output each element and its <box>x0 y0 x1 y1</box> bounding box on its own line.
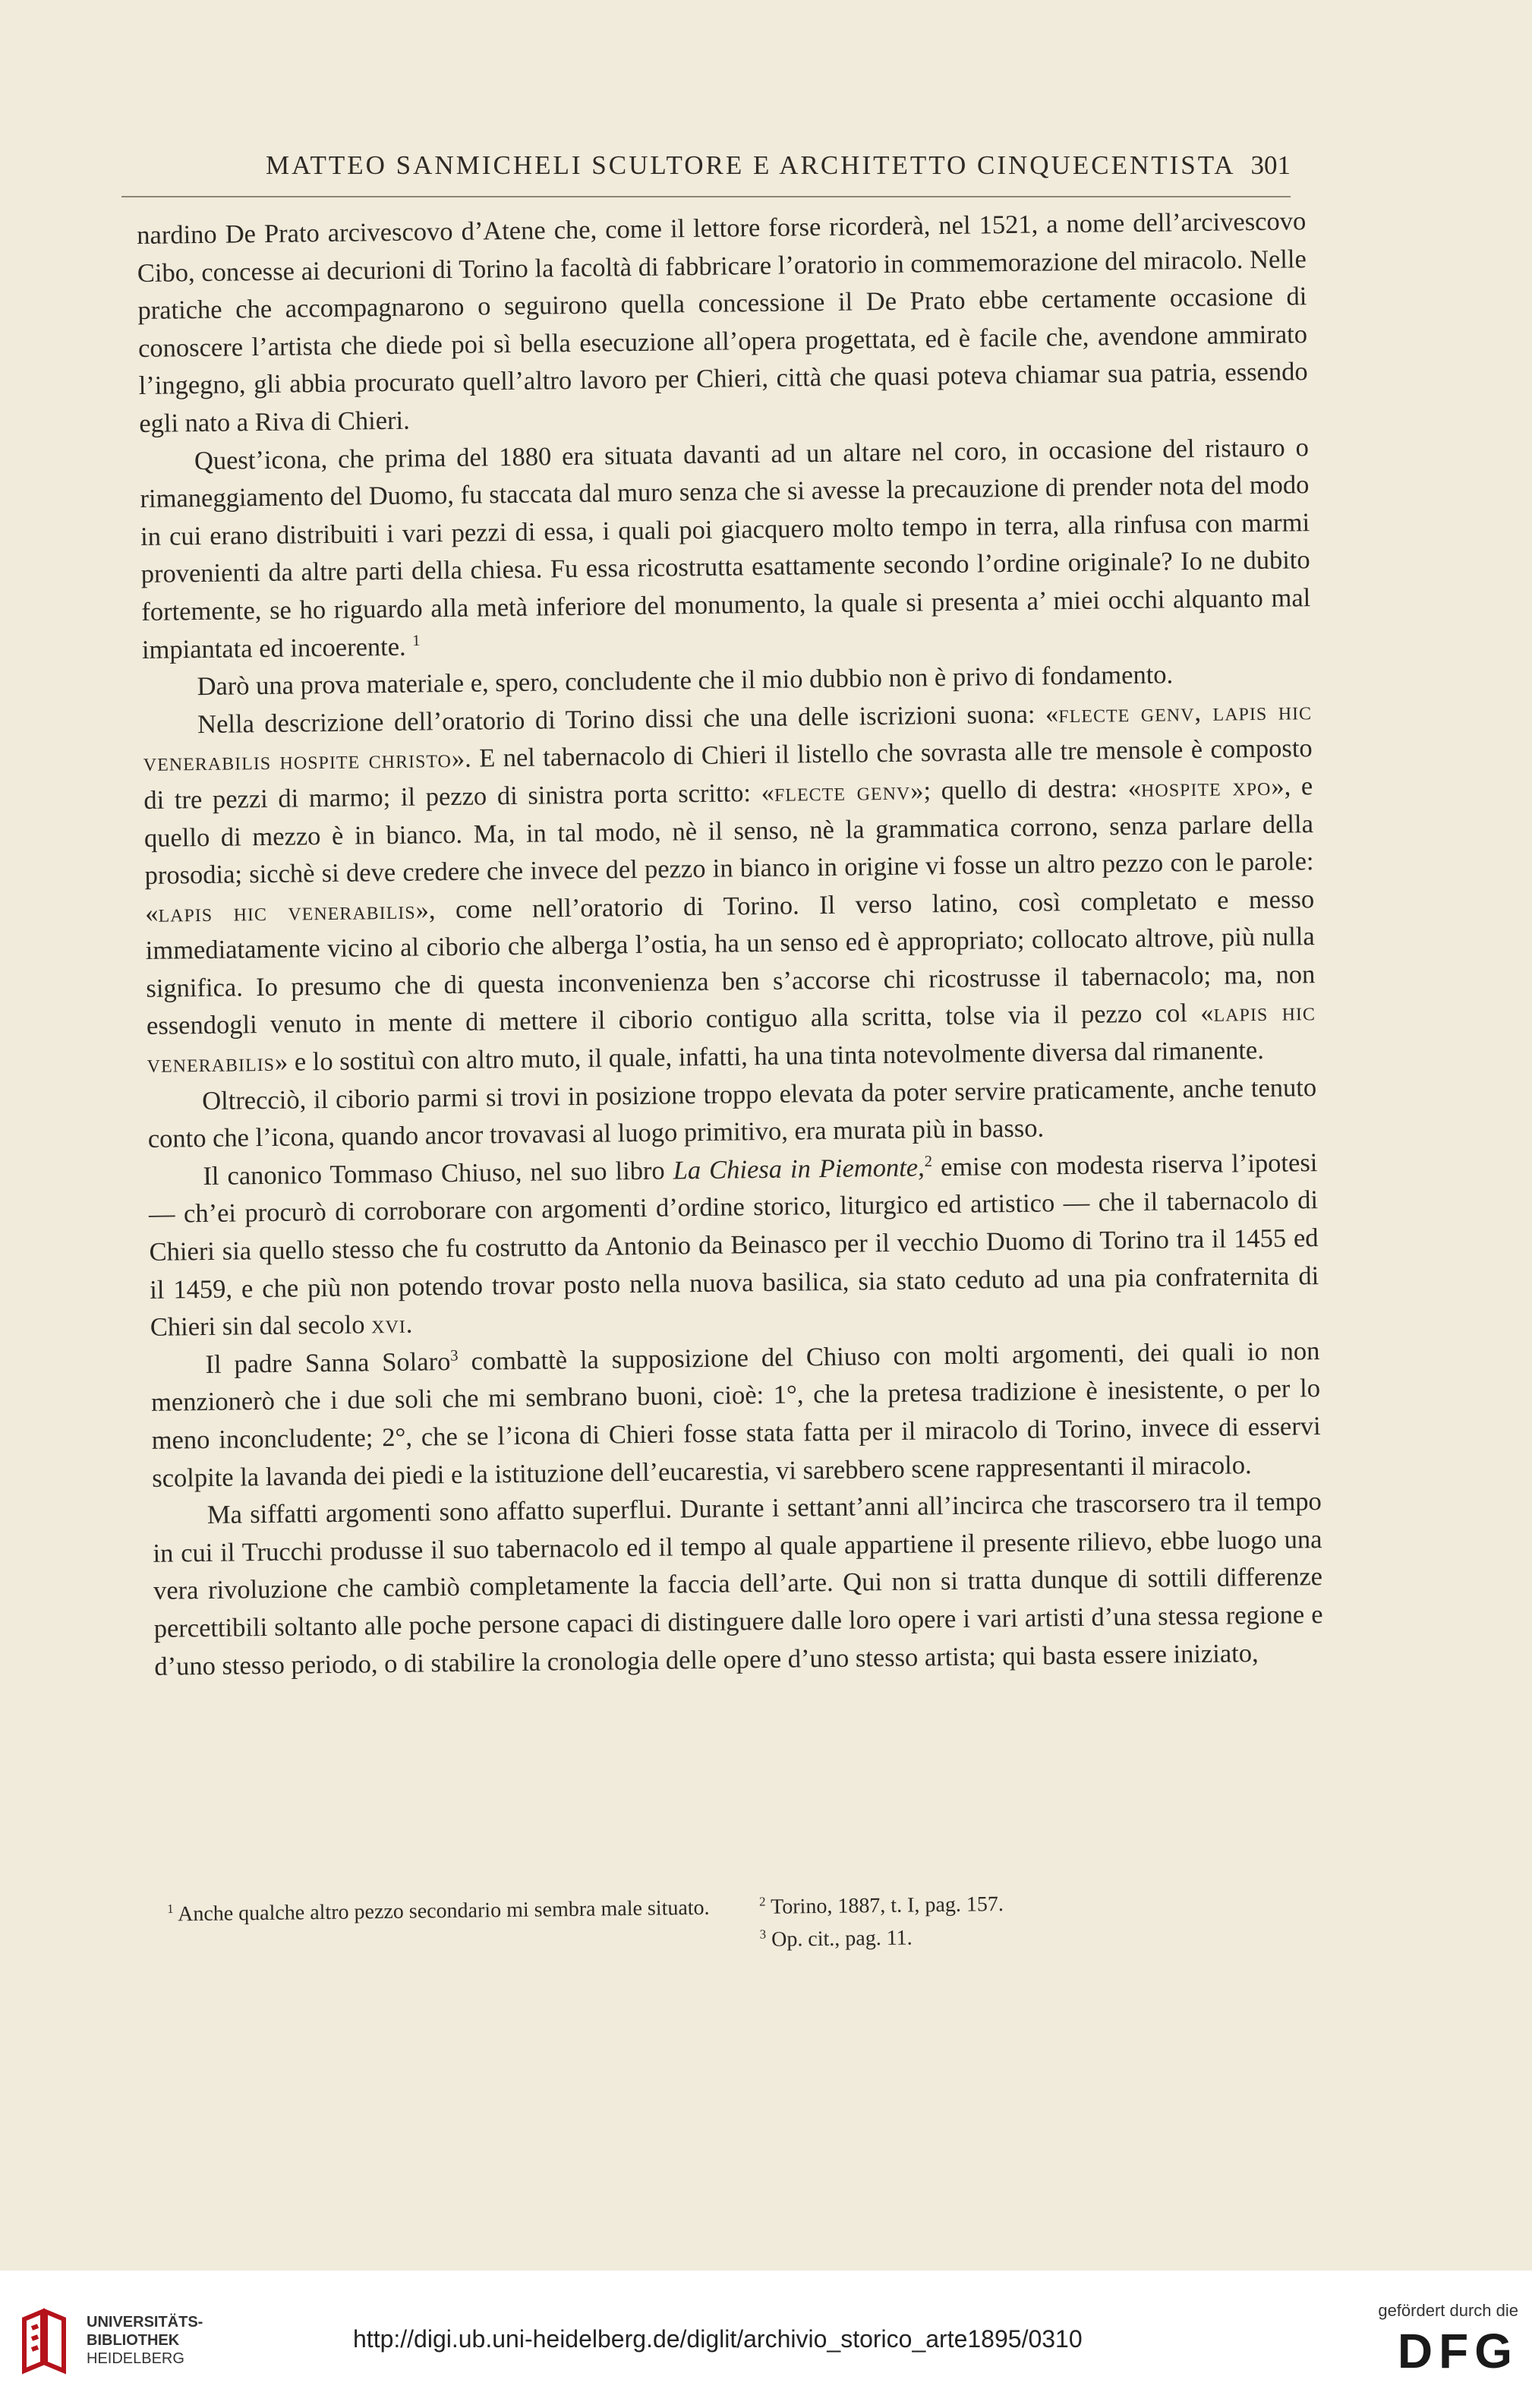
footnote-2: $^2$ Torino, 1887, t. I, pag. 157. <box>758 1892 1004 1919</box>
paragraph-1: nardino De Prato arcivescovo d’Atene che, come il lettore forse ricorderà, nel 1521, a nome dell’arcivescovo Cibo, concesse ai decurioni di Torino la facoltà di fabbricare l’oratorio in commemorazione del miracolo. Nelle pratiche che accompagnarono o seguirono quella concessione il De Prato ebbe certamente occasione di conoscere l’artista che diede poi sì bella esecuzione all’opera progettata, ed è facile che, avendone ammirato l’ingegno, gli abbia procurato quell’altro lavoro per Chieri, città che quasi poteva chiamar sua patria, essendo egli nato a Riva di Chieri. <box>137 207 1308 438</box>
footnotes-left-column <box>137 1892 714 1931</box>
footnote-ref-2: 2 <box>924 1153 933 1170</box>
library-name: UNIVERSITÄTS- BIBLIOTHEK HEIDELBERG <box>87 2314 203 2367</box>
funding-label: gefördert durch die <box>1378 2301 1518 2320</box>
footnotes-right-column <box>759 1884 1307 1956</box>
funding-notice <box>1351 2301 1518 2392</box>
library-logo-icon <box>17 2305 71 2375</box>
body-text <box>137 203 1324 1686</box>
library-logo[interactable] <box>17 2302 222 2378</box>
footnote-ref-1: 1 <box>412 632 421 649</box>
paragraph-5: Oltrecciò, il ciborio parmi si trovi in posizione troppo elevata da poter servire praticamente, anche tenuto conto che l’icona, quando ancor trovavasi al luogo primitivo, era murata più in basso. <box>147 1072 1317 1154</box>
running-title: MATTEO SANMICHELI SCULTORE E ARCHITETTO CINQUECENTISTA <box>266 150 1236 180</box>
paragraph-4: Nella descrizione dell’oratorio di Torino dissi che una delle iscrizioni suona: «flecte genv, lapis hic venerabilis hospite christo». E nel tabernacolo di Chieri il listello che sovrasta alle tre mensole è composto di tre pezzi di marmo; il pezzo di sinistra porta scritto: «flecte genv»; quello di destra: «hospite xpo», e quello di mezzo è in bianco. Ma, in tal modo, nè il senso, nè la grammatica corrono, senza parlare della prosodia; sicchè si deve credere che invece del pezzo in bianco in origine vi fosse un altro pezzo con le parole: «lapis hic venerabilis», come nell’oratorio di Torino. Il verso latino, così completato e messo immediatamente vicino al ciborio che alberga l’ostia, ha un senso ed è appropriato; collocato altrove, più nulla significa. Io presumo che di questa inconvenienza ben s’accorse chi ricostrusse il tabernacolo; ma, non essendogli venuto in mente di mettere il ciborio contiguo alla scritta, tolse via il pezzo col «lapis hic venerabilis» e lo sostituì con altro muto, il quale, infatti, ha una tinta notevolmente diversa dal rimanente. <box>143 696 1316 1078</box>
header-rule <box>121 196 1291 197</box>
footnote-ref-3: 3 <box>450 1347 459 1365</box>
footer-bar <box>0 2271 1532 2408</box>
footnote-1: $^1$ Anche qualche altro pezzo secondario mi sembra male situato. <box>167 1895 710 1927</box>
book-title: La Chiesa in Piemonte, <box>673 1153 925 1185</box>
paragraph-7: Il padre Sanna Solaro$^3$ combattè la supposizione del Chiuso con molti argomenti, dei quali io non menzionerò che i due soli che mi sembrano buoni, cioè: 1°, che la pretesa tradizione è inesistente, o per lo meno inconcludente; 2°, che se l’icona di Chieri fosse stata fatta per il miracolo di Torino, invece di esservi scolpite la lavanda dei piedi e la istituzione dell’eucarestia, vi sarebbero scene rappresentanti il miracolo. <box>150 1336 1321 1493</box>
page-number: 301 <box>1250 150 1291 180</box>
footnote-3: $^3$ Op. cit., pag. 11. <box>759 1926 913 1952</box>
paragraph-3: Darò una prova materiale e, spero, concludente che il mio dubbio non è privo di fondamento. <box>197 660 1174 702</box>
permalink-url[interactable]: http://digi.ub.uni-heidelberg.de/diglit/archivio_storico_arte1895/0310 <box>353 2325 1083 2353</box>
page-header <box>121 149 1291 194</box>
footnotes <box>137 1884 1306 1952</box>
paragraph-8: Ma siffatti argomenti sono affatto superflui. Durante i settant’anni all’incirca che trascorsero tra il tempo in cui il Trucchi produsse il suo tabernacolo ed il tempo al quale appartiene il presente rilievo, ebbe luogo una vera rivoluzione che cambiò completamente la faccia dell’arte. Qui non si tratta dunque di sottili differenze percettibili soltanto alle poche persone capaci di distinguere dalle loro opere i vari artisti d’una stessa regione e d’uno stesso periodo, o di stabilire la cronologia delle opere d’uno stesso artista; qui basta essere iniziato, <box>153 1487 1323 1681</box>
paragraph-2: Quest’icona, che prima del 1880 era situata davanti ad un altare nel coro, in occasione del ristauro o rimaneggiamento del Duomo, fu staccata dal muro senza che si avesse la precauzione di prender nota del modo in cui erano distribuiti i vari pezzi di essa, i quali poi giacquero molto tempo in terra, alla rinfusa con marmi provenienti da altre parti della chiesa. Fu essa ricostrutta esattamente secondo l’ordine originale? Io ne dubito fortemente, se ho riguardo alla metà inferiore del monumento, la quale si presenta a’ miei occhi alquanto mal impiantata ed incoerente. $^1$ <box>140 432 1311 664</box>
dfg-logo[interactable]: DFG <box>1397 2324 1518 2378</box>
paragraph-6: Il canonico Tommaso Chiuso, nel suo libro La Chiesa in Piemonte,$^2$ emise con modesta riserva l’ipotesi — ch’ei procurò di corroborare con argomenti d’ordine storico, liturgico ed artistico — che il tabernacolo di Chieri sia quello stesso che fu costrutto da Antonio da Beinasco per il vecchio Duomo di Torino tra il 1455 ed il 1459, e che più non potendo trovar posto nella nuova basilica, sia stato ceduto ad una pia confraternita di Chieri sin dal secolo xvi. <box>148 1147 1319 1343</box>
